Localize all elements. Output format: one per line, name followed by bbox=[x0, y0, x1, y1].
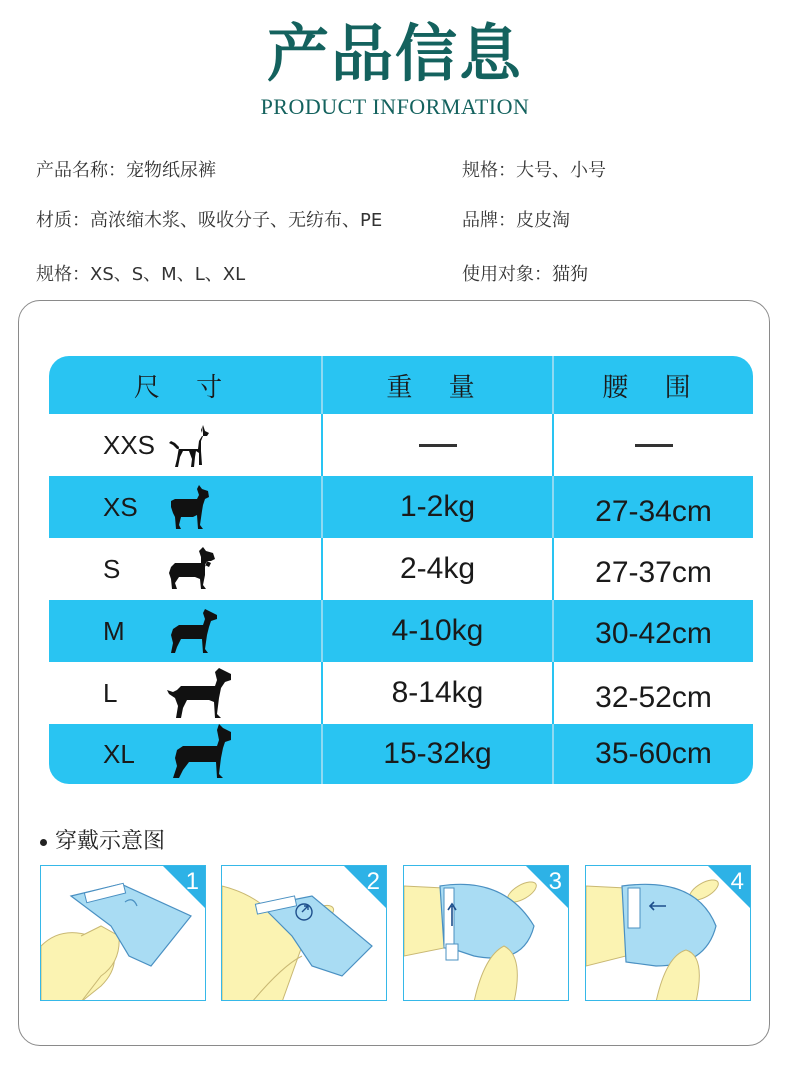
waist-value: 32-52cm bbox=[595, 681, 712, 714]
waist-value: 35-60cm bbox=[595, 737, 712, 770]
weight-value: 15-32kg bbox=[383, 737, 492, 770]
info-product-name: 产品名称：宠物纸尿裤 bbox=[36, 160, 216, 181]
table-header-row bbox=[49, 356, 753, 414]
wearing-step-2 bbox=[221, 865, 387, 1001]
table-row bbox=[49, 476, 753, 538]
step-number: 3 bbox=[548, 868, 562, 895]
weight-value: 8-14kg bbox=[391, 676, 484, 709]
great-dane-dog-icon bbox=[165, 664, 235, 722]
bullet-dot bbox=[40, 839, 47, 846]
size-label: M bbox=[103, 615, 125, 646]
info-brand: 品牌：皮皮淘 bbox=[462, 210, 570, 231]
step-number-badge bbox=[161, 865, 206, 910]
doberman-dog-icon bbox=[165, 421, 215, 471]
info-spec: 规格：大号、小号 bbox=[462, 160, 606, 181]
table-row bbox=[49, 600, 753, 662]
size-label: L bbox=[103, 677, 118, 708]
step-number-badge bbox=[524, 865, 569, 910]
waist-value: 30-42cm bbox=[595, 617, 712, 650]
header-waist: 腰 围 bbox=[602, 372, 705, 403]
size-label: XL bbox=[103, 738, 135, 769]
table-row bbox=[49, 662, 753, 724]
size-label: XXS bbox=[103, 429, 156, 460]
weight-dash bbox=[419, 444, 457, 447]
boxer-dog-icon bbox=[165, 481, 215, 533]
info-target: 使用对象：猫狗 bbox=[462, 264, 588, 285]
step-number: 1 bbox=[185, 868, 199, 895]
waist-value: 27-37cm bbox=[595, 556, 712, 589]
wearing-step-4 bbox=[585, 865, 751, 1001]
info-material: 材质：高浓缩木浆、吸收分子、无纺布、PE bbox=[36, 210, 383, 231]
header-size: 尺 寸 bbox=[133, 372, 237, 403]
step-number: 4 bbox=[730, 868, 744, 895]
page-title: 产品信息 bbox=[266, 17, 523, 90]
weight-value: 4-10kg bbox=[391, 614, 484, 647]
size-label: XS bbox=[103, 491, 138, 522]
cane-corso-dog-icon bbox=[165, 722, 237, 782]
waist-dash bbox=[635, 444, 673, 447]
weight-value: 2-4kg bbox=[399, 552, 476, 585]
table-row bbox=[49, 538, 753, 600]
pointer-dog-icon bbox=[165, 605, 221, 657]
schnauzer-dog-icon bbox=[165, 545, 219, 593]
table-row bbox=[49, 414, 753, 476]
size-label: S bbox=[103, 553, 121, 584]
step-number-badge bbox=[342, 865, 387, 910]
info-sizes: 规格：XS、S、M、L、XL bbox=[36, 264, 246, 285]
waist-value: 27-34cm bbox=[595, 495, 712, 528]
page-subtitle: PRODUCT INFORMATION bbox=[260, 94, 530, 119]
table-row bbox=[49, 724, 753, 784]
wearing-step-1 bbox=[40, 865, 206, 1001]
wearing-step-3 bbox=[403, 865, 569, 1001]
weight-value: 1-2kg bbox=[399, 490, 476, 523]
wearing-diagram-title: 穿戴示意图 bbox=[40, 824, 165, 855]
step-number: 2 bbox=[366, 868, 380, 895]
step-number-badge bbox=[706, 865, 751, 910]
size-table bbox=[49, 356, 753, 784]
header-weight: 重 量 bbox=[386, 372, 489, 403]
